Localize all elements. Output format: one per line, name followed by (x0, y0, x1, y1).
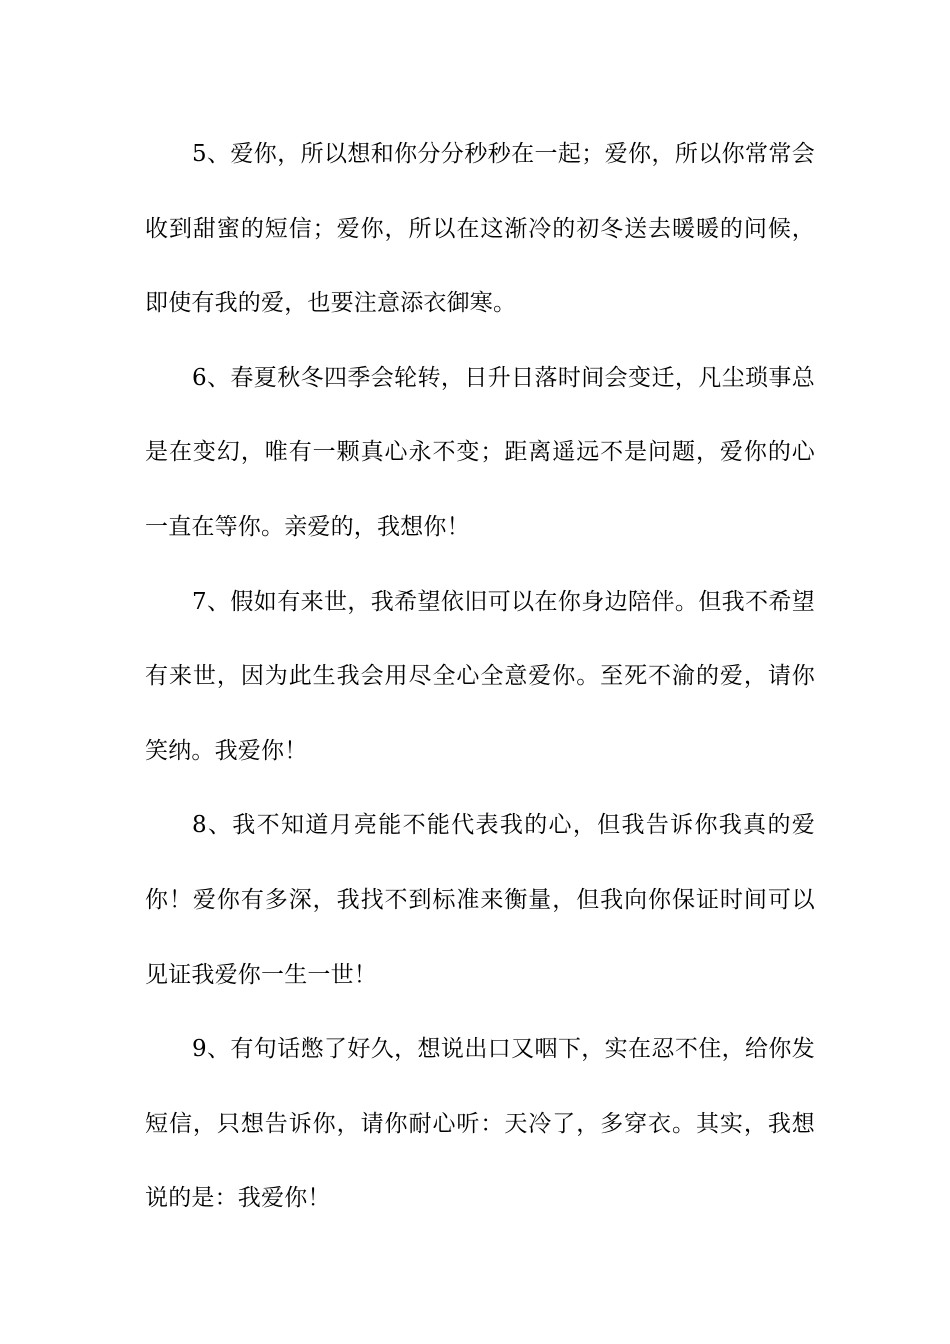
paragraph-8: 8、我不知道月亮能不能代表我的心，但我告诉你我真的爱你！爱你有多深，我找不到标准来衡量，但我向你保证时间可以见证我爱你一生一世！ (145, 812, 815, 988)
document-body (145, 117, 815, 1236)
paragraph-5: 5、爱你，所以想和你分分秒秒在一起；爱你，所以你常常会收到甜蜜的短信；爱你，所以在这渐冷的初冬送去暖暖的问候，即使有我的爱，也要注意添衣御寒。 (145, 141, 815, 317)
paragraph-9: 9、有句话憋了好久，想说出口又咽下，实在忍不住，给你发短信，只想告诉你，请你耐心听：天冷了，多穿衣。其实，我想说的是：我爱你！ (145, 1036, 815, 1212)
paragraph-6: 6、春夏秋冬四季会轮转，日升日落时间会变迁，凡尘琐事总是在变幻，唯有一颗真心永不变；距离遥远不是问题，爱你的心一直在等你。亲爱的，我想你！ (145, 364, 815, 540)
paragraph-7: 7、假如有来世，我希望依旧可以在你身边陪伴。但我不希望有来世，因为此生我会用尽全心全意爱你。至死不渝的爱，请你笑纳。我爱你！ (145, 588, 815, 764)
